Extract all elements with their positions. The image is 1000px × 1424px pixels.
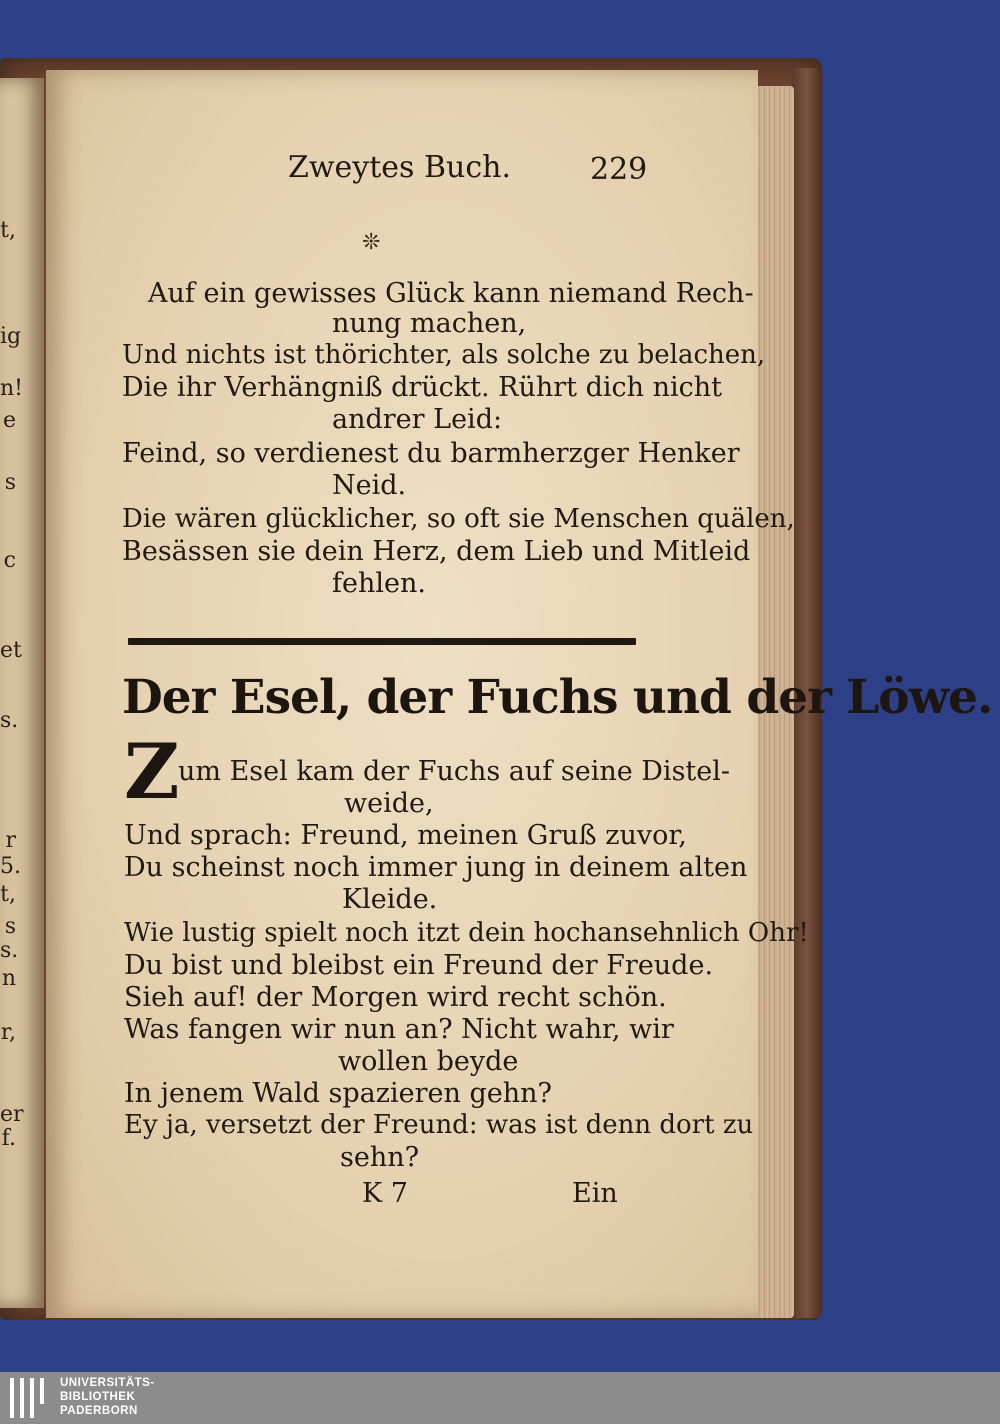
poem-line: Auf ein gewisses Glück kann niemand Rech-	[148, 278, 754, 309]
left-page-fragment: er	[0, 1102, 24, 1127]
left-page-fragment: e	[2, 408, 16, 433]
left-page-fragment: r	[5, 828, 16, 853]
library-name-line: UNIVERSITÄTS-	[60, 1377, 155, 1389]
left-page-fragment: s	[4, 470, 16, 495]
poem-line: Die ihr Verhängniß drückt. Rührt dich nicht	[122, 372, 722, 403]
left-page-fragment: t,	[0, 218, 16, 243]
library-footer	[0, 1372, 1000, 1424]
running-title: Zweytes Buch.	[288, 150, 511, 185]
poem-line: Die wären glücklicher, so oft sie Menschen quälen,	[122, 504, 795, 534]
ornament-icon: ❊	[362, 230, 381, 255]
page-number: 229	[590, 152, 648, 187]
fable-line: um Esel kam der Fuchs auf seine Distel-	[178, 756, 731, 787]
left-page-fragment: n	[1, 966, 16, 991]
fable-line: wollen beyde	[338, 1046, 519, 1077]
catchword: Ein	[572, 1178, 618, 1209]
library-name-line: BIBLIOTHEK	[60, 1391, 136, 1403]
left-page-fragment: 5.	[0, 854, 21, 879]
poem-line: Feind, so verdienest du barmherzger Henker	[122, 438, 740, 469]
left-page-fragment: s	[4, 914, 16, 939]
poem-line: Neid.	[332, 470, 407, 501]
left-page-fragment: c	[3, 548, 16, 573]
fable-line: Kleide.	[342, 884, 438, 915]
left-page-fragment: r,	[0, 1020, 16, 1045]
left-page-fragment: t,	[0, 882, 16, 907]
fable-line: Du scheinst noch immer jung in deinem alten	[124, 852, 748, 883]
fable-line: Du bist und bleibst ein Freund der Freude.	[124, 950, 714, 981]
left-page-fragment: et	[0, 638, 22, 663]
poem-line: nung machen,	[332, 308, 527, 339]
poem-line: Besässen sie dein Herz, dem Lieb und Mitleid	[122, 536, 751, 567]
poem-line: andrer Leid:	[332, 404, 503, 435]
signature-mark: K 7	[362, 1178, 408, 1209]
library-name	[60, 1376, 155, 1418]
section-rule	[128, 638, 636, 645]
fable-line: Und sprach: Freund, meinen Gruß zuvor,	[124, 820, 687, 851]
fable-title: Der Esel, der Fuchs und der Löwe.	[122, 670, 993, 725]
left-page-fragment: s.	[0, 938, 19, 963]
left-page	[0, 78, 44, 1308]
poem-line: Und nichts ist thörichter, als solche zu belachen,	[122, 340, 766, 370]
fable-line: Wie lustig spielt noch itzt dein hochansehnlich Ohr!	[124, 918, 809, 948]
fable-line: weide,	[344, 788, 434, 819]
fable-line: Ey ja, versetzt der Freund: was ist denn dort zu	[124, 1110, 754, 1140]
poem-line: fehlen.	[332, 568, 426, 599]
fable-line: sehn?	[340, 1142, 420, 1173]
fable-line: Was fangen wir nun an? Nicht wahr, wir	[124, 1014, 674, 1045]
left-page-fragment: f.	[1, 1126, 16, 1151]
library-name-line: PADERBORN	[60, 1405, 138, 1417]
left-page-fragment: n!	[0, 376, 24, 401]
library-logo-icon	[8, 1378, 52, 1418]
left-page-fragment: s.	[0, 708, 19, 733]
left-page-fragment: ig	[0, 324, 22, 349]
fable-line: In jenem Wald spazieren gehn?	[124, 1078, 552, 1109]
fable-line: Sieh auf! der Morgen wird recht schön.	[124, 982, 667, 1013]
dropcap: Z	[124, 727, 180, 816]
